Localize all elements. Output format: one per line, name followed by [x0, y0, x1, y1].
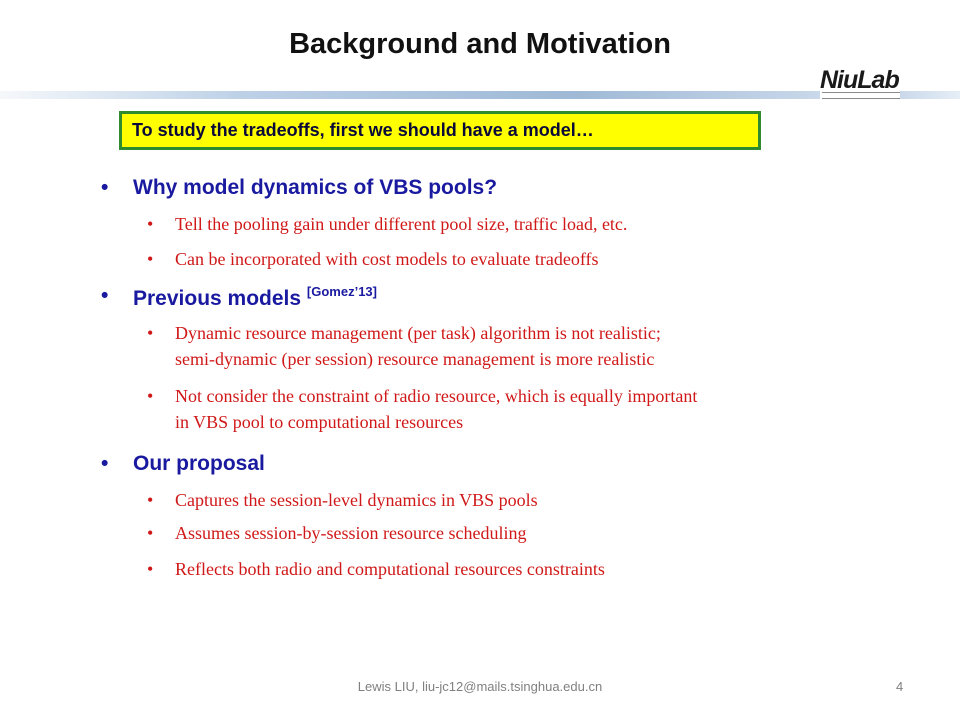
sub-bullet-text: Captures the session-level dynamics in VBS pools — [175, 490, 538, 510]
bullet-our-proposal — [101, 452, 265, 476]
sub-bullet-text: Tell the pooling gain under different pool size, traffic load, etc. — [175, 214, 628, 234]
sub-bullet-dot: • — [147, 323, 154, 343]
sub-bullet — [147, 211, 628, 237]
sub-bullet-dot: • — [147, 386, 154, 406]
sub-bullet — [147, 520, 527, 546]
sub-bullet-line: in VBS pool to computational resources — [175, 412, 464, 432]
sub-bullet-text: Assumes session-by-session resource scheduling — [175, 523, 527, 543]
bullet-previous-models — [101, 284, 377, 311]
header-divider — [0, 91, 820, 99]
sub-bullet-text: Reflects both radio and computational resources constraints — [175, 559, 605, 579]
sub-bullet-dot: • — [147, 249, 154, 269]
sub-bullet-line: Not consider the constraint of radio resource, which is equally important — [175, 386, 698, 406]
bullet-why-model — [101, 176, 498, 200]
sub-bullet-dot: • — [147, 523, 154, 543]
sub-bullet — [147, 556, 605, 582]
citation: [Gomez’13] — [306, 284, 377, 299]
sub-bullet-dot: • — [147, 559, 154, 579]
callout-box: To study the tradeoffs, first we should have a model… — [119, 111, 761, 150]
bullet-text: Previous models — [133, 287, 307, 310]
sub-bullet — [147, 246, 599, 272]
bullet-dot: • — [101, 284, 109, 307]
logo-wordmark: NiuLab — [820, 66, 899, 94]
logo-subtitle-lines — [822, 92, 900, 99]
sub-bullet-line: semi-dynamic (per session) resource management is more realistic — [175, 349, 655, 369]
header-divider-end — [900, 91, 960, 99]
bullet-text: Our proposal — [133, 452, 265, 475]
sub-bullet-line: Dynamic resource management (per task) algorithm is not realistic; — [175, 323, 661, 343]
bullet-text: Why model dynamics of VBS pools? — [133, 176, 498, 199]
sub-bullet — [147, 383, 698, 435]
sub-bullet-dot: • — [147, 214, 154, 234]
bullet-dot: • — [101, 452, 109, 475]
bullet-dot: • — [101, 176, 109, 199]
niulab-logo — [820, 66, 900, 100]
sub-bullet — [147, 320, 661, 372]
page-number: 4 — [896, 679, 904, 694]
sub-bullet-dot: • — [147, 490, 154, 510]
sub-bullet-text: Can be incorporated with cost models to evaluate tradeoffs — [175, 249, 599, 269]
sub-bullet — [147, 487, 538, 513]
footer-author: Lewis LIU, liu-jc12@mails.tsinghua.edu.cn — [357, 679, 603, 694]
slide-title: Background and Motivation — [289, 28, 671, 60]
